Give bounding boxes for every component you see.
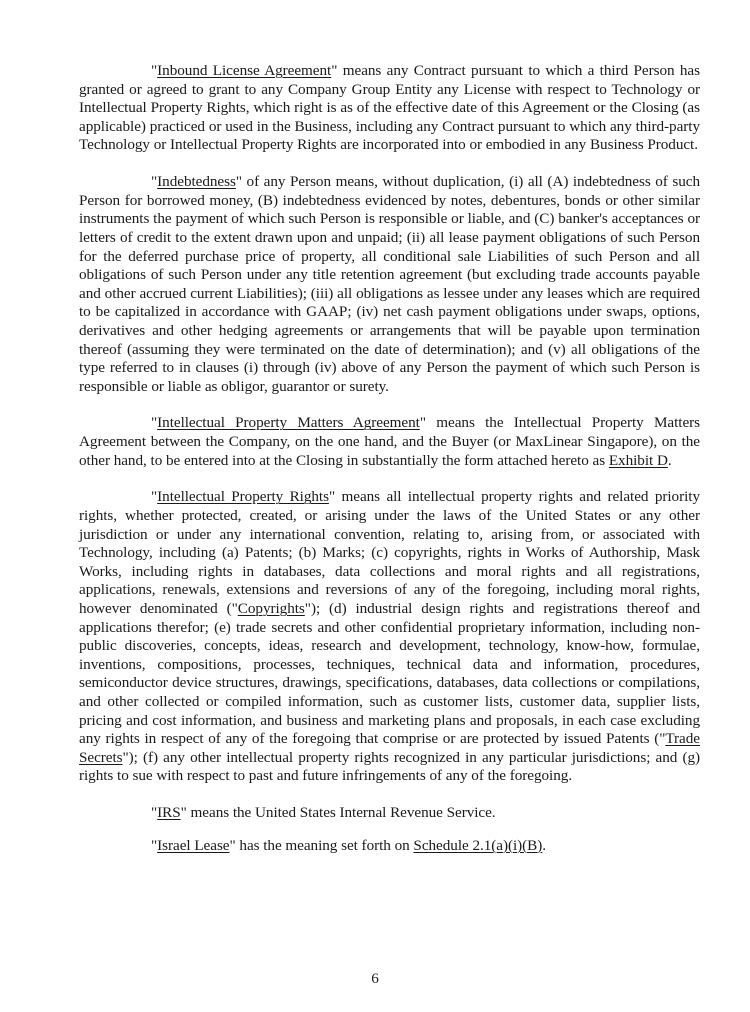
document-page xyxy=(79,62,700,869)
defined-term-trade-secrets: Trade Secrets xyxy=(79,730,700,766)
definition-body: means the United States Internal Revenue Service. xyxy=(186,804,496,822)
defined-term: IRS xyxy=(157,804,181,822)
definition-indebtedness: "Indebtedness" of any Person means, without duplication, (i) all (A) indebtedness of such Person for borrowed money, (B) indebtedness evidenced by notes, debentures, bonds or other similar instruments the payment of which such Person is responsible or liable, and (C) banker's acceptances or letters of credit to the extent drawn upon and unpaid; (ii) all lease payment obligations of such Person for the deferred purchase price of property, all conditional sale Liabilities of such Person and all obligations of such Person under any title retention agreement (but excluding trade accounts payable and other accrued current Liabilities); (iii) all obligations as lessee under any leases which are required to be capitalized in accordance with GAAP; (iv) net cash payment obligations under swaps, options, derivatives and other hedging agreements or arrangements that will be payable upon termination thereof (assuming they were terminated on the date of determination); and (v) all obligations of the type referred to in clauses (i) through (iv) above of any Person the payment of which such Person is responsible or liable as obligor, guarantor or surety. xyxy=(79,173,700,395)
definition-israel-lease: "Israel Lease" has the meaning set forth on Schedule 2.1(a)(i)(B). xyxy=(151,836,547,854)
definition-body: of any Person means, without duplication, (i) all (A) indebtedness of such Person for borrowed money, (B) indebtedness evidenced by notes, debentures, bonds or other similar instruments the payment of which such Person is responsible or liable, and (C) banker's acceptances or letters of credit to the extent drawn upon and unpaid; (ii) all lease payment obligations of such Person for the deferred purchase price of property, all conditional sale Liabilities of such Person and all obligations of such Person under any title retention agreement (but excluding trade accounts payable and other accrued current Liabilities); (iii) all obligations as lessee under any leases which are required to be capitalized in accordance with GAAP; (iv) net cash payment obligations under swaps, options, derivatives and other hedging agreements or arrangements that will be payable upon termination thereof (assuming they were terminated on the date of determination); and (v) all obligations of the type referred to in clauses (i) through (iv) above of any Person the payment of which such Person is responsible or liable as obligor, guarantor or surety. xyxy=(79,173,700,395)
definition-body: has the meaning set forth on xyxy=(235,836,414,854)
definition-body-continued: "); (d) industrial design rights and registrations thereof and applications therefor; (e) trade secrets and other confidential proprietary information, including non-public discoveries, concepts, ideas, research and development, technology, know-how, formulae, inventions, compositions, processes, techniques, technical data and information, procedures, semiconductor device structures, drawings, specifications, databases, data collections or compilations, and other collected or compiled information, such as customer lists, customer data, supplier lists, pricing and cost information, and business and marketing plans and proposals, in each case excluding any rights in respect of any of the foregoing that comprise or are protected by issued Patents (" xyxy=(79,600,700,748)
definition-inbound-license-agreement: "Inbound License Agreement" means any Contract pursuant to which a third Person has granted or agreed to grant to any Company Group Entity any License with respect to Technology or Intellectual Property Rights, which right is as of the effective date of this Agreement or the Closing (as applicable) practiced or used in the Business, including any Contract pursuant to which any third-party Technology or Intellectual Property Rights are incorporated into or embodied in any Business Product. xyxy=(79,62,700,154)
definition-irs: "IRS" means the United States Internal Revenue Service. xyxy=(151,804,496,822)
definition-body: means any Contract pursuant to which a third Person has granted or agreed to grant to any Company Group Entity any License with respect to Technology or Intellectual Property Rights, which right is as of the effective date of this Agreement or the Closing (as applicable) practiced or used in the Business, including any Contract pursuant to which any third-party Technology or Intellectual Property Rights are incorporated into or embodied in any Business Product. xyxy=(79,62,700,154)
defined-term: Intellectual Property Rights xyxy=(157,488,329,506)
definition-ip-rights: "Intellectual Property Rights" means all intellectual property rights and related priority rights, whether protected, created, or arising under the laws of the United States or any other jurisdiction or under any international convention, relating to, arising from, or associated with Technology, including (a) Patents; (b) Marks; (c) copyrights, rights in Works of Authorship, Mask Works, including rights in databases, data collections and moral rights and all registrations, applications, renewals, extensions and reversions of any of the foregoing, including moral rights, however denominated ("Copyrights"); (d) industrial design rights and registrations thereof and applications therefor; (e) trade secrets and other confidential proprietary information, including non-public discoveries, concepts, ideas, research and development, technology, know-how, formulae, inventions, compositions, processes, techniques, technical data and information, procedures, semiconductor device structures, drawings, specifications, databases, data collections or compilations, and other collected or compiled information, such as customer lists, customer data, supplier lists, pricing and cost information, and business and marketing plans and proposals, in each case excluding any rights in respect of any of the foregoing that comprise or are protected by issued Patents ("Trade Secrets"); (f) any other intellectual property rights recognized in any particular jurisdictions; and (g) rights to sue with respect to past and future infringements of any of the foregoing. xyxy=(79,488,700,785)
definition-body: means the Intellectual Property Matters Agreement between the Company, on the one hand, and the Buyer (or MaxLinear Singapore), on the other hand, to be entered into at the Closing in substantially the form attached hereto as xyxy=(79,414,701,469)
definition-body-continued: "); (f) any other intellectual property rights recognized in any particular jurisdictions; and (g) rights to sue with respect to past and future infringements of any of the foregoing. xyxy=(79,748,700,785)
definition-body: means all intellectual property rights and related priority rights, whether protected, created, or arising under the laws of the United States or any other jurisdiction or under any international convention, relating to, arising from, or associated with Technology, including (a) Patents; (b) Marks; (c) copyrights, rights in Works of Authorship, Mask Works, including rights in databases, data collections and moral rights and all registrations, applications, renewals, extensions and reversions of any of the foregoing, including moral rights, however denominated (" xyxy=(79,488,700,617)
exhibit-reference: Exhibit D xyxy=(608,451,668,469)
defined-term: Intellectual Property Matters Agreement xyxy=(157,414,420,432)
defined-term: Indebtedness xyxy=(157,173,236,191)
schedule-reference: Schedule 2.1(a)(i)(B) xyxy=(413,836,543,854)
definition-ip-matters-agreement: "Intellectual Property Matters Agreement" means the Intellectual Property Matters Agreement between the Company, on the one hand, and the Buyer (or MaxLinear Singapore), on the other hand, to be entered into at the Closing in substantially the form attached hereto as Exhibit D. xyxy=(79,414,701,469)
defined-term-copyrights: Copyrights xyxy=(237,600,305,617)
defined-term: Inbound License Agreement xyxy=(157,62,332,79)
defined-term: Israel Lease xyxy=(157,836,230,854)
page-number: 6 xyxy=(371,970,379,987)
